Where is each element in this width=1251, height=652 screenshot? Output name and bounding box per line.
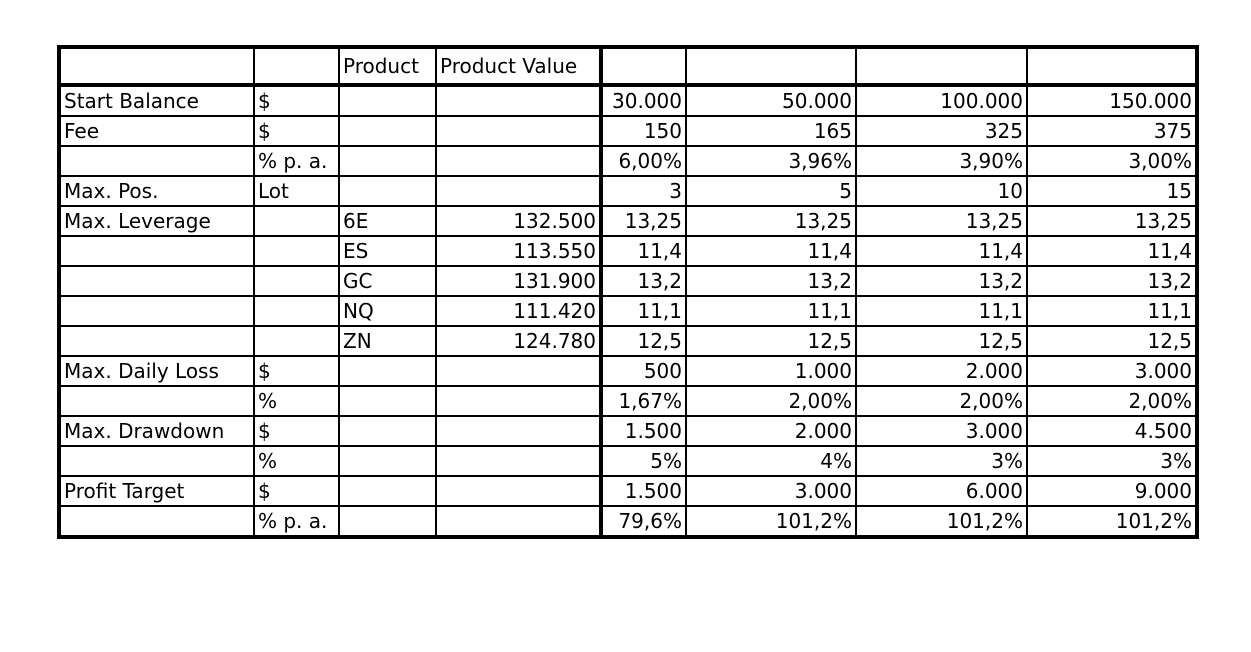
cell-unit[interactable]: % p. a. <box>254 146 339 176</box>
cell-col-150k[interactable]: 9.000 <box>1027 476 1197 506</box>
cell-col-50k[interactable]: 50.000 <box>686 85 856 116</box>
cell-col-50k[interactable]: 2,00% <box>686 386 856 416</box>
cell-unit[interactable]: Lot <box>254 176 339 206</box>
cell-col-30k[interactable]: 500 <box>601 356 686 386</box>
data-table <box>57 45 1199 539</box>
table-row <box>59 206 1197 236</box>
cell-product-value[interactable] <box>436 416 601 446</box>
cell-unit[interactable]: $ <box>254 116 339 146</box>
cell-unit[interactable]: $ <box>254 85 339 116</box>
cell-product[interactable] <box>339 386 436 416</box>
cell-unit[interactable]: % <box>254 446 339 476</box>
cell-col-150k[interactable]: 3.000 <box>1027 356 1197 386</box>
cell-col-50k[interactable]: 13,25 <box>686 206 856 236</box>
cell-unit[interactable] <box>254 206 339 236</box>
cell-unit[interactable]: $ <box>254 416 339 446</box>
cell-label[interactable] <box>59 296 254 326</box>
table-row <box>59 116 1197 146</box>
table-row <box>59 446 1197 476</box>
cell-col-30k[interactable]: 79,6% <box>601 506 686 537</box>
cell-col-30k[interactable]: 5% <box>601 446 686 476</box>
cell-label[interactable] <box>59 446 254 476</box>
cell-unit[interactable]: % <box>254 386 339 416</box>
cell-col-100k[interactable]: 13,2 <box>856 266 1027 296</box>
cell-label[interactable]: Max. Daily Loss <box>59 356 254 386</box>
cell-col-50k[interactable]: 3.000 <box>686 476 856 506</box>
header-cell-col-150k[interactable] <box>1027 47 1197 85</box>
cell-product-value[interactable] <box>436 116 601 146</box>
cell-col-50k[interactable]: 3,96% <box>686 146 856 176</box>
cell-product-value[interactable]: 131.900 <box>436 266 601 296</box>
cell-col-100k[interactable]: 3.000 <box>856 416 1027 446</box>
table-row <box>59 326 1197 356</box>
cell-col-150k[interactable]: 11,4 <box>1027 236 1197 266</box>
cell-col-100k[interactable]: 11,4 <box>856 236 1027 266</box>
cell-col-50k[interactable]: 5 <box>686 176 856 206</box>
cell-unit[interactable] <box>254 236 339 266</box>
table-row <box>59 476 1197 506</box>
cell-label[interactable]: Start Balance <box>59 85 254 116</box>
cell-product[interactable]: ES <box>339 236 436 266</box>
cell-unit[interactable] <box>254 296 339 326</box>
cell-col-100k[interactable]: 3% <box>856 446 1027 476</box>
header-cell-col-50k[interactable] <box>686 47 856 85</box>
cell-product-value[interactable] <box>436 146 601 176</box>
cell-col-50k[interactable]: 12,5 <box>686 326 856 356</box>
cell-label[interactable]: Fee <box>59 116 254 146</box>
cell-col-50k[interactable]: 101,2% <box>686 506 856 537</box>
cell-col-100k[interactable]: 3,90% <box>856 146 1027 176</box>
cell-unit[interactable]: $ <box>254 476 339 506</box>
cell-product-value[interactable]: 124.780 <box>436 326 601 356</box>
header-cell-col-30k[interactable] <box>601 47 686 85</box>
cell-col-50k[interactable]: 11,1 <box>686 296 856 326</box>
cell-col-30k[interactable]: 13,25 <box>601 206 686 236</box>
cell-col-150k[interactable]: 11,1 <box>1027 296 1197 326</box>
cell-col-50k[interactable]: 2.000 <box>686 416 856 446</box>
cell-col-150k[interactable]: 375 <box>1027 116 1197 146</box>
cell-label[interactable]: Profit Target <box>59 476 254 506</box>
cell-product[interactable] <box>339 356 436 386</box>
cell-col-150k[interactable]: 3,00% <box>1027 146 1197 176</box>
cell-product-value[interactable] <box>436 446 601 476</box>
table-row <box>59 356 1197 386</box>
cell-product[interactable] <box>339 116 436 146</box>
cell-label[interactable] <box>59 506 254 537</box>
cell-product[interactable] <box>339 146 436 176</box>
cell-product[interactable] <box>339 446 436 476</box>
cell-col-100k[interactable]: 2.000 <box>856 356 1027 386</box>
cell-col-100k[interactable]: 6.000 <box>856 476 1027 506</box>
cell-col-100k[interactable]: 11,1 <box>856 296 1027 326</box>
cell-product[interactable]: 6E <box>339 206 436 236</box>
cell-col-100k[interactable]: 100.000 <box>856 85 1027 116</box>
header-cell-product-value[interactable]: Product Value <box>436 47 601 85</box>
cell-product-value[interactable] <box>436 176 601 206</box>
cell-col-30k[interactable]: 150 <box>601 116 686 146</box>
cell-col-150k[interactable]: 12,5 <box>1027 326 1197 356</box>
header-cell-unit[interactable] <box>254 47 339 85</box>
cell-label[interactable] <box>59 266 254 296</box>
cell-col-150k[interactable]: 4.500 <box>1027 416 1197 446</box>
table-row <box>59 296 1197 326</box>
cell-product[interactable]: ZN <box>339 326 436 356</box>
cell-col-50k[interactable]: 1.000 <box>686 356 856 386</box>
cell-product[interactable]: NQ <box>339 296 436 326</box>
cell-unit[interactable]: $ <box>254 356 339 386</box>
cell-label[interactable] <box>59 236 254 266</box>
cell-product-value[interactable] <box>436 386 601 416</box>
cell-col-150k[interactable]: 2,00% <box>1027 386 1197 416</box>
cell-col-30k[interactable]: 30.000 <box>601 85 686 116</box>
cell-unit[interactable] <box>254 266 339 296</box>
header-cell-product[interactable]: Product <box>339 47 436 85</box>
cell-product-value[interactable] <box>436 356 601 386</box>
cell-label[interactable] <box>59 146 254 176</box>
cell-product-value[interactable]: 132.500 <box>436 206 601 236</box>
cell-unit[interactable] <box>254 326 339 356</box>
cell-col-50k[interactable]: 4% <box>686 446 856 476</box>
cell-col-150k[interactable]: 101,2% <box>1027 506 1197 537</box>
header-cell-col-100k[interactable] <box>856 47 1027 85</box>
cell-col-100k[interactable]: 10 <box>856 176 1027 206</box>
cell-product-value[interactable] <box>436 85 601 116</box>
cell-unit[interactable]: % p. a. <box>254 506 339 537</box>
cell-col-30k[interactable]: 11,1 <box>601 296 686 326</box>
cell-label[interactable]: Max. Drawdown <box>59 416 254 446</box>
cell-col-100k[interactable]: 2,00% <box>856 386 1027 416</box>
cell-label[interactable]: Max. Leverage <box>59 206 254 236</box>
table-row <box>59 386 1197 416</box>
cell-col-50k[interactable]: 13,2 <box>686 266 856 296</box>
cell-col-30k[interactable]: 11,4 <box>601 236 686 266</box>
cell-product[interactable] <box>339 506 436 537</box>
cell-product[interactable] <box>339 416 436 446</box>
cell-product-value[interactable]: 111.420 <box>436 296 601 326</box>
cell-label[interactable]: Max. Pos. <box>59 176 254 206</box>
table-row <box>59 266 1197 296</box>
cell-col-30k[interactable]: 13,2 <box>601 266 686 296</box>
cell-col-150k[interactable]: 3% <box>1027 446 1197 476</box>
cell-product[interactable] <box>339 85 436 116</box>
cell-product[interactable]: GC <box>339 266 436 296</box>
table-row <box>59 506 1197 537</box>
cell-col-30k[interactable]: 12,5 <box>601 326 686 356</box>
cell-col-30k[interactable]: 6,00% <box>601 146 686 176</box>
cell-label[interactable] <box>59 386 254 416</box>
cell-col-100k[interactable]: 12,5 <box>856 326 1027 356</box>
table-row <box>59 176 1197 206</box>
cell-label[interactable] <box>59 326 254 356</box>
cell-col-150k[interactable]: 13,2 <box>1027 266 1197 296</box>
cell-col-150k[interactable]: 13,25 <box>1027 206 1197 236</box>
cell-col-30k[interactable]: 1.500 <box>601 476 686 506</box>
cell-col-100k[interactable]: 325 <box>856 116 1027 146</box>
cell-col-150k[interactable]: 150.000 <box>1027 85 1197 116</box>
cell-col-30k[interactable]: 1,67% <box>601 386 686 416</box>
cell-product[interactable] <box>339 176 436 206</box>
table-row <box>59 416 1197 446</box>
cell-product[interactable] <box>339 476 436 506</box>
cell-product-value[interactable]: 113.550 <box>436 236 601 266</box>
cell-col-100k[interactable]: 101,2% <box>856 506 1027 537</box>
cell-product-value[interactable] <box>436 506 601 537</box>
cell-col-30k[interactable]: 3 <box>601 176 686 206</box>
cell-col-150k[interactable]: 15 <box>1027 176 1197 206</box>
header-row <box>59 47 1197 85</box>
table-row <box>59 85 1197 116</box>
table-row <box>59 146 1197 176</box>
cell-col-30k[interactable]: 1.500 <box>601 416 686 446</box>
header-cell-label[interactable] <box>59 47 254 85</box>
cell-col-100k[interactable]: 13,25 <box>856 206 1027 236</box>
cell-product-value[interactable] <box>436 476 601 506</box>
table-row <box>59 236 1197 266</box>
cell-col-50k[interactable]: 165 <box>686 116 856 146</box>
cell-col-50k[interactable]: 11,4 <box>686 236 856 266</box>
